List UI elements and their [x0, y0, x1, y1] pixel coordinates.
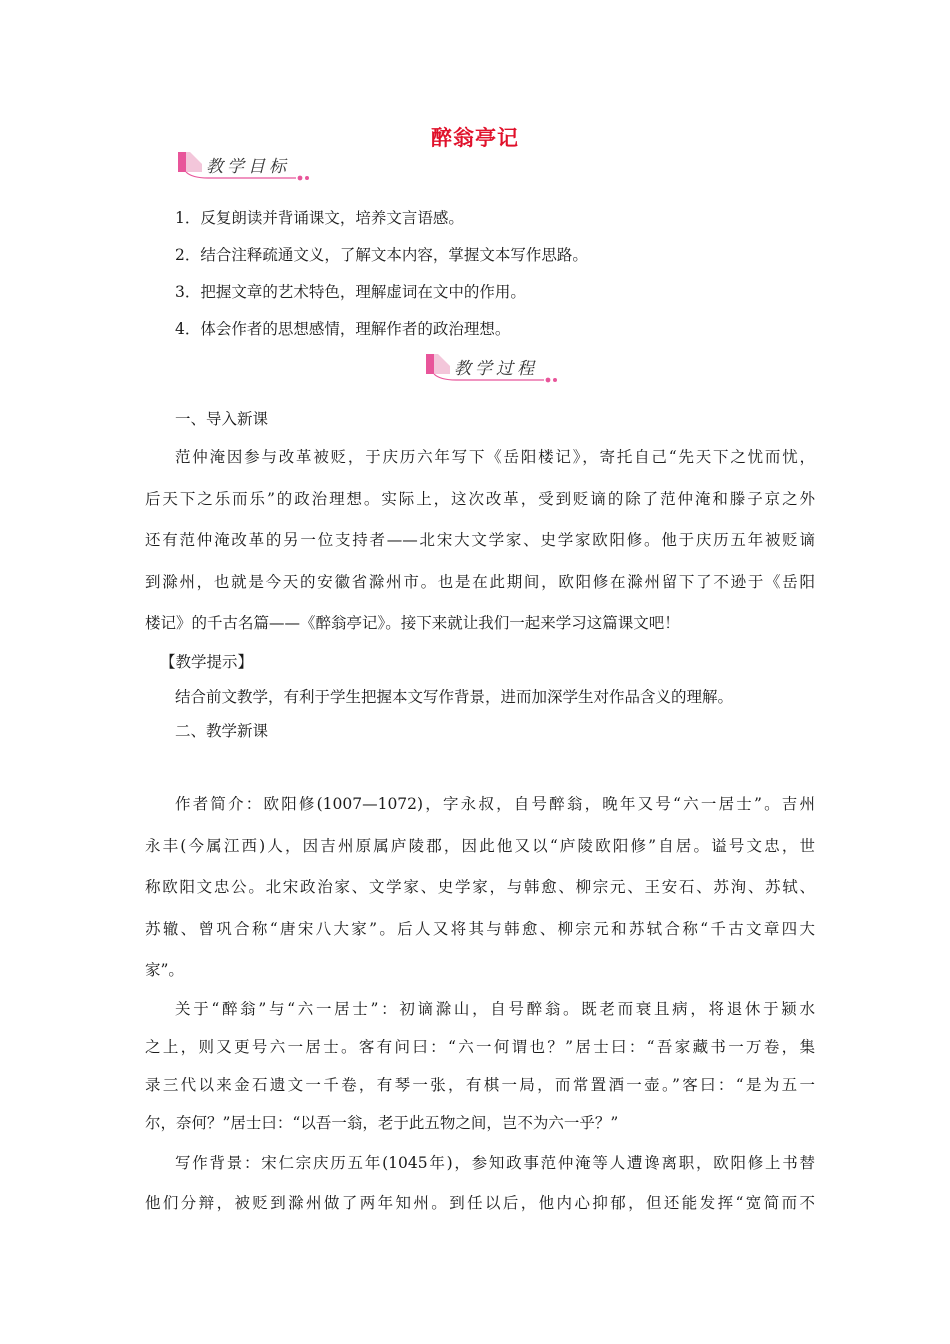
objective-item: 3．把握文章的艺术特色，理解虚词在文中的作用。 [175, 283, 526, 301]
author-paragraph-line: 永丰(今属江西)人，因吉州原属庐陵郡，因此他又以“庐陵欧阳修”自居。谥号文忠，世 [145, 837, 815, 855]
teaching-tip-text: 结合前文教学，有利于学生把握本文写作背景，进而加深学生对作品含义的理解。 [175, 688, 734, 706]
objective-item: 4．体会作者的思想感情，理解作者的政治理想。 [175, 320, 511, 338]
process-badge [426, 350, 560, 386]
objective-item: 2．结合注释疏通文义，了解文本内容，掌握文本写作思路。 [175, 246, 588, 264]
background-paragraph-line: 写作背景：宋仁宗庆历五年(1045年)，参知政事范仲淹等人遭谗离职，欧阳修上书替 [175, 1154, 815, 1172]
intro-paragraph-line: 到滁州，也就是今天的安徽省滁州市。也是在此期间，欧阳修在滁州留下了不逊于《岳阳 [145, 573, 815, 591]
page-title: 醉翁亭记 [431, 126, 519, 150]
intro-paragraph-line: 后天下之乐而乐”的政治理想。实际上，这次改革，受到贬谪的除了范仲淹和滕子京之外 [145, 490, 815, 508]
author-paragraph-line: 苏辙、曾巩合称“唐宋八大家”。后人又将其与韩愈、柳宗元和苏轼合称“千古文章四大 [145, 920, 815, 938]
author-paragraph-line: 称欧阳文忠公。北宋政治家、文学家、史学家，与韩愈、柳宗元、王安石、苏洵、苏轼、 [145, 878, 815, 896]
section-heading-new-lesson: 二、教学新课 [175, 722, 269, 740]
objective-item: 1．反复朗读并背诵课文，培养文言语感。 [175, 209, 464, 227]
author-paragraph-line: 作者简介：欧阳修(1007—1072)，字永叔，自号醉翁，晚年又号“六一居士”。吉州 [175, 795, 815, 813]
objectives-badge-label: 教学目标 [206, 157, 290, 177]
objectives-badge [178, 148, 312, 184]
about-paragraph-line: 之上，则又更号六一居士。客有问曰：“六一何谓也？”居士曰：“吾家藏书一万卷，集 [145, 1038, 815, 1056]
about-paragraph-line: 尔，奈何？”居士曰：“以吾一翁，老于此五物之间，岂不为六一乎？” [145, 1114, 619, 1132]
intro-paragraph-line: 还有范仲淹改革的另一位支持者——北宋大文学家、史学家欧阳修。他于庆历五年被贬谪 [145, 531, 815, 549]
background-paragraph-line: 他们分辩，被贬到滁州做了两年知州。到任以后，他内心抑郁，但还能发挥“宽简而不 [145, 1194, 815, 1212]
about-paragraph-line: 关于“醉翁”与“六一居士”：初谪滁山，自号醉翁。既老而衰且病，将退休于颍水 [175, 1000, 815, 1018]
author-paragraph-line: 家”。 [145, 961, 184, 979]
intro-paragraph-line: 范仲淹因参与改革被贬，于庆历六年写下《岳阳楼记》，寄托自己“先天下之忧而忧， [175, 448, 815, 466]
teaching-tip-label: 【教学提示】 [160, 653, 254, 671]
section-heading-intro: 一、导入新课 [175, 410, 269, 428]
intro-paragraph-line: 楼记》的千古名篇——《醉翁亭记》。接下来就让我们一起来学习这篇课文吧！ [145, 614, 680, 632]
about-paragraph-line: 录三代以来金石遗文一千卷，有琴一张，有棋一局，而常置酒一壶。”客曰：“是为五一 [145, 1076, 815, 1094]
process-badge-label: 教学过程 [454, 359, 538, 379]
